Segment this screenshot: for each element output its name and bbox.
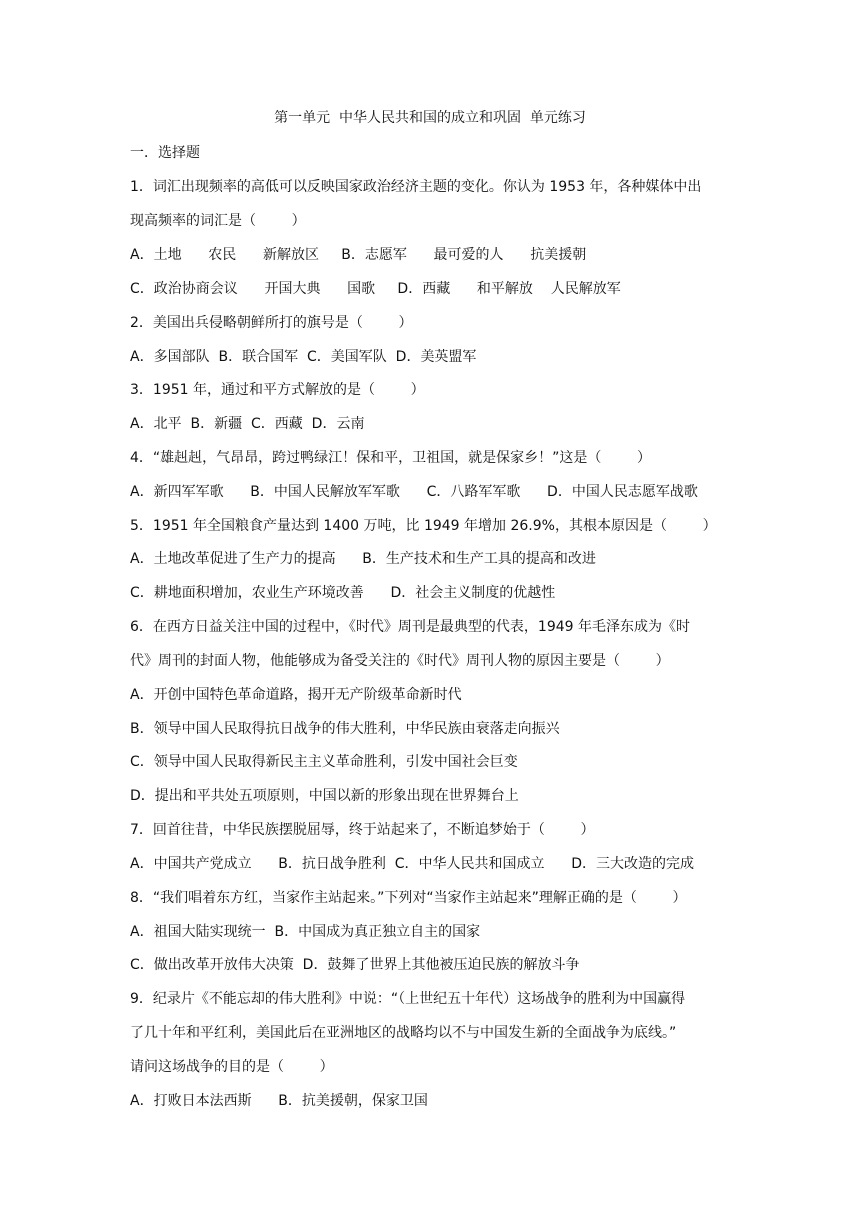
text-line: 6．在西方日益关注中国的过程中，《时代》周刊是最典型的代表，1949 年毛泽东成为《时 <box>130 619 690 635</box>
text-line: A．北平 B．新疆 C．西藏 D．云南 <box>130 416 365 432</box>
text-line: 4．“雄赳赳，气昂昂，跨过鸭绿江！保和平，卫祖国，就是保家乡！”这是（ ） <box>130 450 652 466</box>
text-line: A．开创中国特色革命道路，揭开无产阶级革命新时代 <box>130 687 462 703</box>
text-line: D．提出和平共处五项原则，中国以新的形象出现在世界舞台上 <box>130 788 519 804</box>
text-line: B．领导中国人民取得抗日战争的伟大胜利，中华民族由衰落走向振兴 <box>130 721 560 737</box>
text-line: C．政治协商会议 开国大典 国歌 D．西藏 和平解放 人民解放军 <box>130 281 621 297</box>
document-title: 第一单元 中华人民共和国的成立和巩固 单元练习 <box>274 110 586 126</box>
text-line: C．做出改革开放伟大决策 D．鼓舞了世界上其他被压迫民族的解放斗争 <box>130 957 580 973</box>
text-line: A．祖国大陆实现统一 B．中国成为真正独立自主的国家 <box>130 924 481 940</box>
text-line: A．打败日本法西斯 B．抗美援朝，保家卫国 <box>130 1093 428 1109</box>
text-line: 请问这场战争的目的是（ ） <box>130 1059 334 1075</box>
text-line: 2．美国出兵侵略朝鲜所打的旗号是（ ） <box>130 315 413 331</box>
section-heading: 一．选择题 <box>130 145 200 161</box>
text-line: C．耕地面积增加，农业生产环境改善 D．社会主义制度的优越性 <box>130 585 556 601</box>
text-line: 现高频率的词汇是（ ） <box>130 213 306 229</box>
text-line: A．新四军军歌 B．中国人民解放军军歌 C．八路军军歌 D．中国人民志愿军战歌 <box>130 484 698 500</box>
text-line: 9．纪录片《不能忘却的伟大胜利》中说：“（上世纪五十年代）这场战争的胜利为中国赢得 <box>130 991 686 1007</box>
text-line: 1．词汇出现频率的高低可以反映国家政治经济主题的变化。你认为 1953 年，各种媒体中出 <box>130 179 702 195</box>
text-line: A．土地改革促进了生产力的提高 B．生产技术和生产工具的提高和改进 <box>130 551 596 567</box>
text-line: 了几十年和平红利，美国此后在亚洲地区的战略均以不与中国发生新的全面战争为底线。” <box>130 1025 677 1041</box>
text-line: 代》周刊的封面人物，他能够成为备受关注的《时代》周刊人物的原因主要是（ ） <box>130 653 670 669</box>
text-line: 3．1951 年，通过和平方式解放的是（ ） <box>130 382 425 398</box>
text-line: A．土地 农民 新解放区 B．志愿军 最可爱的人 抗美援朝 <box>130 247 587 263</box>
text-line: 8．“我们唱着东方红，当家作主站起来。”下列对“当家作主站起来”理解正确的是（ ） <box>130 890 687 906</box>
text-line: 7．回首往昔，中华民族摆脱屈辱，终于站起来了，不断追梦始于（ ） <box>130 822 595 838</box>
text-line: C．领导中国人民取得新民主主义革命胜利，引发中国社会巨变 <box>130 754 518 770</box>
text-line: A．中国共产党成立 B．抗日战争胜利 C．中华人民共和国成立 D．三大改造的完成 <box>130 856 695 872</box>
text-line: 5．1951 年全国粮食产量达到 1400 万吨，比 1949 年增加 26.9%，其根本原因是（ ） <box>130 518 717 534</box>
text-line: A．多国部队 B．联合国军 C．美国军队 D．美英盟军 <box>130 349 477 365</box>
